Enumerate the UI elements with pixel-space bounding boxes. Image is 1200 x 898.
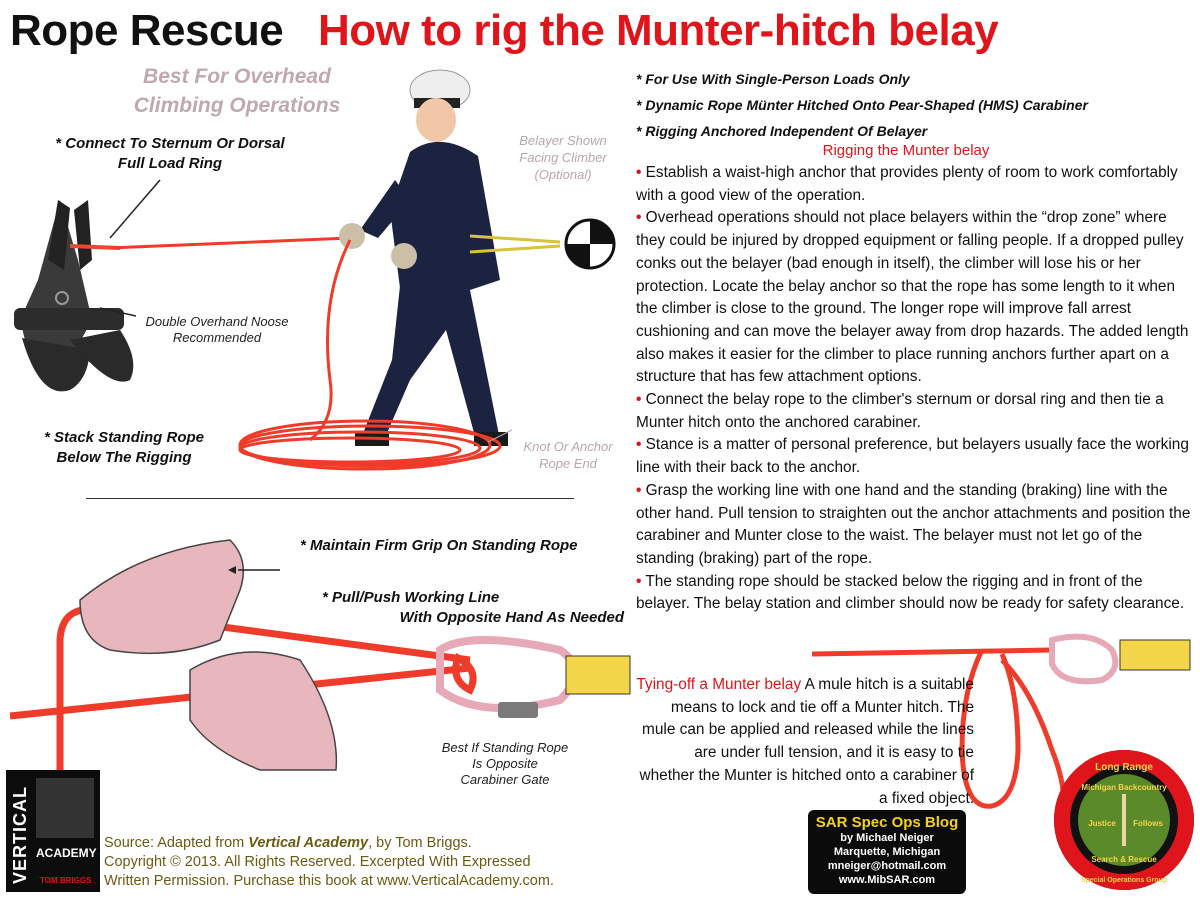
belayer-figure [339, 70, 508, 446]
anchor-strap [566, 656, 630, 694]
tying-off-text: Tying-off a Munter belay A mule hitch is a suitable means to lock and tie off a Munter hitch. The mule can be applied and released while the lines are under full tension, and it is easy to tie whether the Munter is hitched onto a carabiner of a fixed object. [636, 676, 974, 807]
best-if-label: Best If Standing Rope Is Opposite Carabiner Gate [441, 740, 569, 787]
instruction-paragraph: • Establish a waist-high anchor that provides plenty of room to work comfortably with a good view of the operation. [636, 164, 1178, 204]
harness-illustration [14, 200, 133, 391]
divider [86, 498, 574, 499]
key-points [636, 66, 1196, 144]
vertical-academy-logo: VERTICAL ACADEMY TOM BRIGGS [6, 770, 100, 892]
page-subtitle: How to rig the Munter-hitch belay [318, 6, 999, 55]
instruction-paragraph: • Stance is a matter of personal preference, but belayers usually face the working line with their back to the anchor. [636, 436, 1189, 477]
best-for-label: Best For Overhead Climbing Operations [133, 65, 341, 117]
sar-patch [1052, 746, 1196, 894]
section-title: Rigging the Munter belay [822, 142, 990, 159]
lower-glove [190, 652, 336, 770]
key-point: * Rigging Anchored Independent Of Belayer [636, 123, 928, 139]
instruction-paragraph: • Overhead operations should not place belayers within the “drop zone” where they could be injured by dropped equipment or falling people. If a dropped pulley conks out the belayer (bad enough in itself), the climber will lose his or her protection. Locate the belay anchor so that the rope has some length to it when the climber is close to the ground. The longer rope will improve fall arrest cushioning and can move the belayer away from drop hazards. The added length also makes it easier for the climber to place running anchors further apart on a structure that has few attachment options. [636, 209, 1189, 386]
badge-left: Justice [1088, 819, 1116, 828]
badge-right: Follows [1133, 819, 1163, 828]
connect-pointer [110, 180, 160, 238]
badge-bottom: Special Operations Group [1080, 877, 1168, 884]
key-point: * Dynamic Rope Münter Hitched Onto Pear-Shaped (HMS) Carabiner [636, 97, 1088, 113]
working-rope [110, 238, 350, 248]
connect-label: * Connect To Sternum Or Dorsal Full Load Ring [55, 135, 285, 172]
carabiner [440, 640, 575, 718]
instruction-paragraph: • The standing rope should be stacked below the rigging and in front of the belayer. The belay station and climber should now be ready for safety clearance. [636, 572, 1185, 613]
stack-label: * Stack Standing Rope Below The Rigging [43, 429, 205, 466]
instruction-paragraph: • Grasp the working line with one hand and the standing (braking) line with the other hand. Pull tension to straighten out the anchor attachments and position the carabiner and Munter close to the waist. The belayer must not let go of the standing (braking) part of the rope. [636, 481, 1191, 567]
grip-label: * Maintain Firm Grip On Standing Rope [300, 537, 578, 554]
knot-label: Knot Or Anchor Rope End [523, 439, 613, 471]
pull-label: * Pull/Push Working Line With Opposite Hand As Needed [322, 589, 624, 626]
instruction-paragraph: • Connect the belay rope to the climber's sternum or dorsal ring and then tie a Munter hitch onto the anchored carabiner. [636, 391, 1164, 431]
noose-label: Double Overhand Noose Recommended [145, 314, 289, 345]
badge-ring2: Search & Rescue [1091, 855, 1157, 864]
instructions [636, 162, 1196, 616]
source-credit: Source: Adapted from Vertical Academy, by Tom Briggs. Copyright © 2013. All Rights Reserved. Excerpted With Expressed Written Permission. Purchase this book at www.VerticalAcademy.com. [104, 835, 554, 889]
tying-off-title: Tying-off a Munter belay [636, 676, 802, 693]
badge-top: Long Range [1095, 762, 1153, 773]
key-point: * For Use With Single-Person Loads Only [636, 71, 910, 87]
badge-ring1: Michigan Backcountry [1081, 783, 1167, 792]
upper-glove [80, 540, 243, 653]
page-title: Rope Rescue [10, 6, 284, 55]
belayer-label: Belayer Shown Facing Climber (Optional) [519, 133, 607, 182]
blog-badge: SAR Spec Ops Blog by Michael Neiger Marquette, Michigan mneiger@hotmail.com www.MibSAR.com [808, 810, 966, 894]
